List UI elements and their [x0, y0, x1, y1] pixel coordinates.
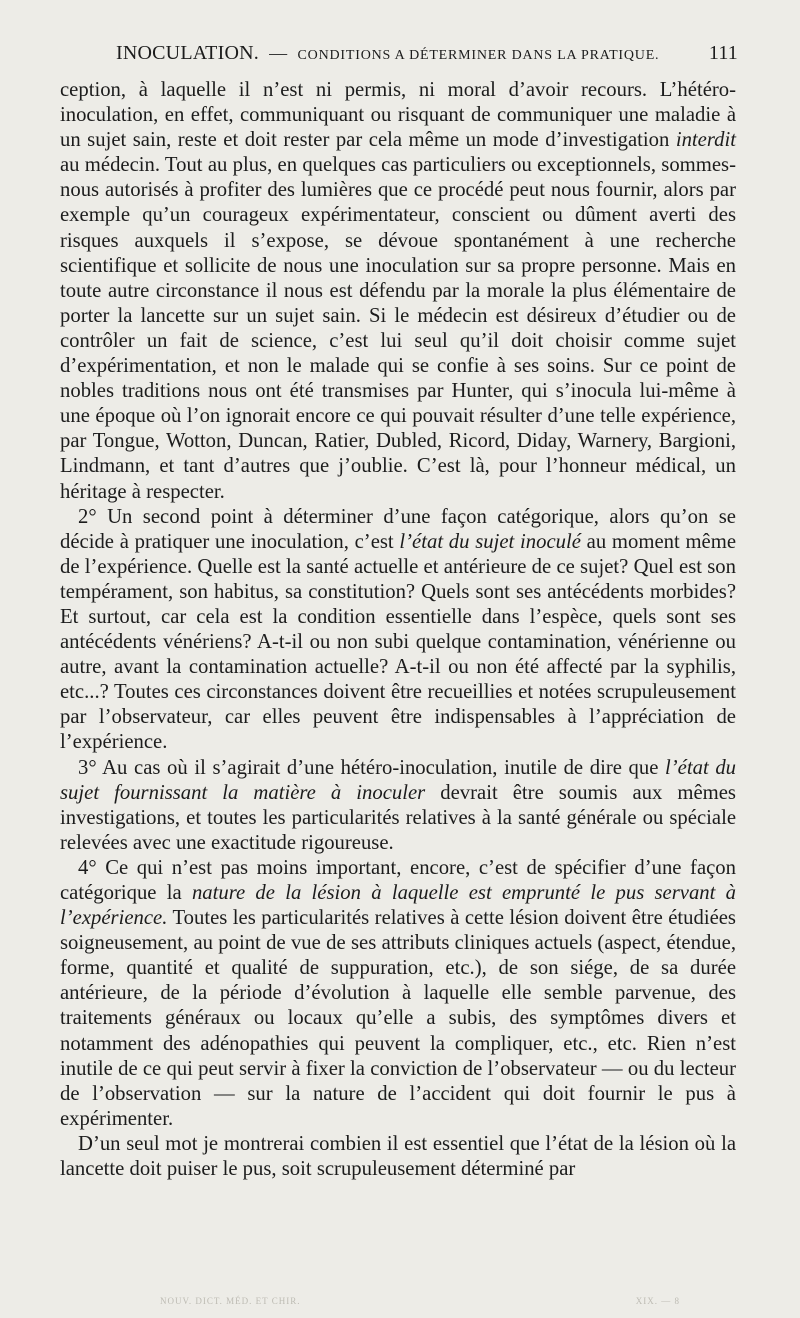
paragraph-5-text: D’un seul mot je montrerai combien il est essentiel que l’état de la lésion où la lancette doit puiser le pus, soit scrupuleusement déterminé par [60, 1132, 736, 1181]
paragraph-1-emphasis: interdit [675, 129, 736, 152]
paragraph-2 [60, 505, 736, 756]
paragraph-2-text: 2° Un second point à déterminer d’une façon catégorique, alors qu’on se décide à pratiquer une inoculation, c’est [60, 505, 736, 553]
running-head-dash: — [269, 43, 288, 63]
body-text [60, 78, 736, 1182]
paragraph-4-text: 4° Ce qui n’est pas moins important, encore, c’est de spécifier d’une façon catégorique la [60, 856, 736, 904]
running-head-title: INOCULATION. [116, 42, 259, 64]
paragraph-1-text-end: au médecin. Tout au plus, en quelques cas particuliers ou exceptionnels, sommes-nous autorisés à profiter des lumières que ce procédé peut nous fournir, alors par exemple qu’un courageux expérimentateur, conscient ou dûment averti des risques auxquels il s’expose, se dévoue spontanément à une recherche scientifique et sollicite de nous une inoculation sur sa propre personne. Mais en toute autre circonstance il nous est défendu par la morale la plus élémentaire de porter la lancette sur un sujet sain. Si le médecin est désireux d’étudier ou de contrôler un fait de science, c’est lui seul qu’il doit choisir comme sujet d’expérimentation, et non le malade qui se confie à ses soins. Sur ce point de nobles traditions nous ont été transmises par Hunter, qui s’inocula lui-même à une époque où l’on ignorait encore ce qui pouvait résulter d’une telle expérience, par Tongue, Wotton, Duncan, Ratier, Dubled, Ricord, Diday, Warnery, Bargioni, Lindmann, et tant d’autres que j’oublie. C’est là, pour l’honneur médical, un héritage à respecter. [60, 154, 736, 503]
footer-right: XIX. — 8 [635, 1296, 680, 1306]
paragraph-1 [60, 78, 736, 505]
page-footer [160, 1296, 720, 1306]
paragraph-1-text: ception, à laquelle il n’est ni permis, ni moral d’avoir recours. L’hétéro-inoculation, en effet, communiquant ou risquant de communiquer une maladie à un sujet sain, reste et doit rester par cela même un mode d’investigation [60, 79, 736, 152]
paragraph-4-emphasis: nature de la lésion à laquelle est emprunté le pus servant à l’expérience. [60, 882, 736, 930]
running-head-subtitle: CONDITIONS A DÉTERMINER DANS LA PRATIQUE. [297, 48, 660, 63]
paragraph-2-emphasis: l’état du sujet inoculé [399, 530, 581, 553]
paragraph-2-text-end: au moment même de l’expérience. Quelle est la santé actuelle et antérieure de ce sujet? Quel est son tempérament, son habitus, sa constitution? Quels sont ses antécédents morbides? Et surtout, car cela est la condition essentielle dans l’espèce, quels sont ses antécédents vénériens? A-t-il ou non subi quelque contamination, vénérienne ou autre, avant la contamination actuelle? A-t-il ou non été affecté par la syphilis, etc...? Toutes ces circonstances doivent être recueillies et notées scrupuleusement par l’observateur, car elles peuvent être indispensables à l’appréciation de l’expérience. [60, 530, 736, 754]
paragraph-3 [60, 756, 736, 856]
paragraph-3-text-end: devrait être soumis aux mêmes investigations, et toutes les particularités relatives à la santé générale ou spéciale relevées avec une exactitude rigoureuse. [60, 781, 736, 854]
footer-left: NOUV. DICT. MÉD. ET CHIR. [160, 1296, 301, 1306]
paragraph-3-text: 3° Au cas où il s’agirait d’une hétéro-inoculation, inutile de dire que [78, 756, 659, 779]
page-number: 111 [708, 42, 738, 64]
running-head [116, 42, 738, 76]
paragraph-4-text-end: Toutes les particularités relatives à cette lésion doivent être étudiées soigneusement, au point de vue de ses attributs cliniques actuels (aspect, étendue, forme, quantité et qualité de suppuration, etc.), de son siége, de sa durée antérieure, de la période d’évolution à laquelle elle semble parvenue, des traitements généraux ou locaux qu’elle a subis, des symptômes divers et notamment des adénopathies qui peuvent la compliquer, etc., etc. Rien n’est inutile de ce qui peut servir à fixer la conviction de l’observateur — ou du lecteur de l’observation — sur la nature de l’accident qui doit fournir le pus à expérimenter. [60, 907, 736, 1130]
paragraph-3-emphasis: l’état du sujet fournissant la matière à inoculer [60, 756, 737, 804]
paragraph-5 [60, 1132, 736, 1182]
paragraph-4 [60, 856, 736, 1132]
